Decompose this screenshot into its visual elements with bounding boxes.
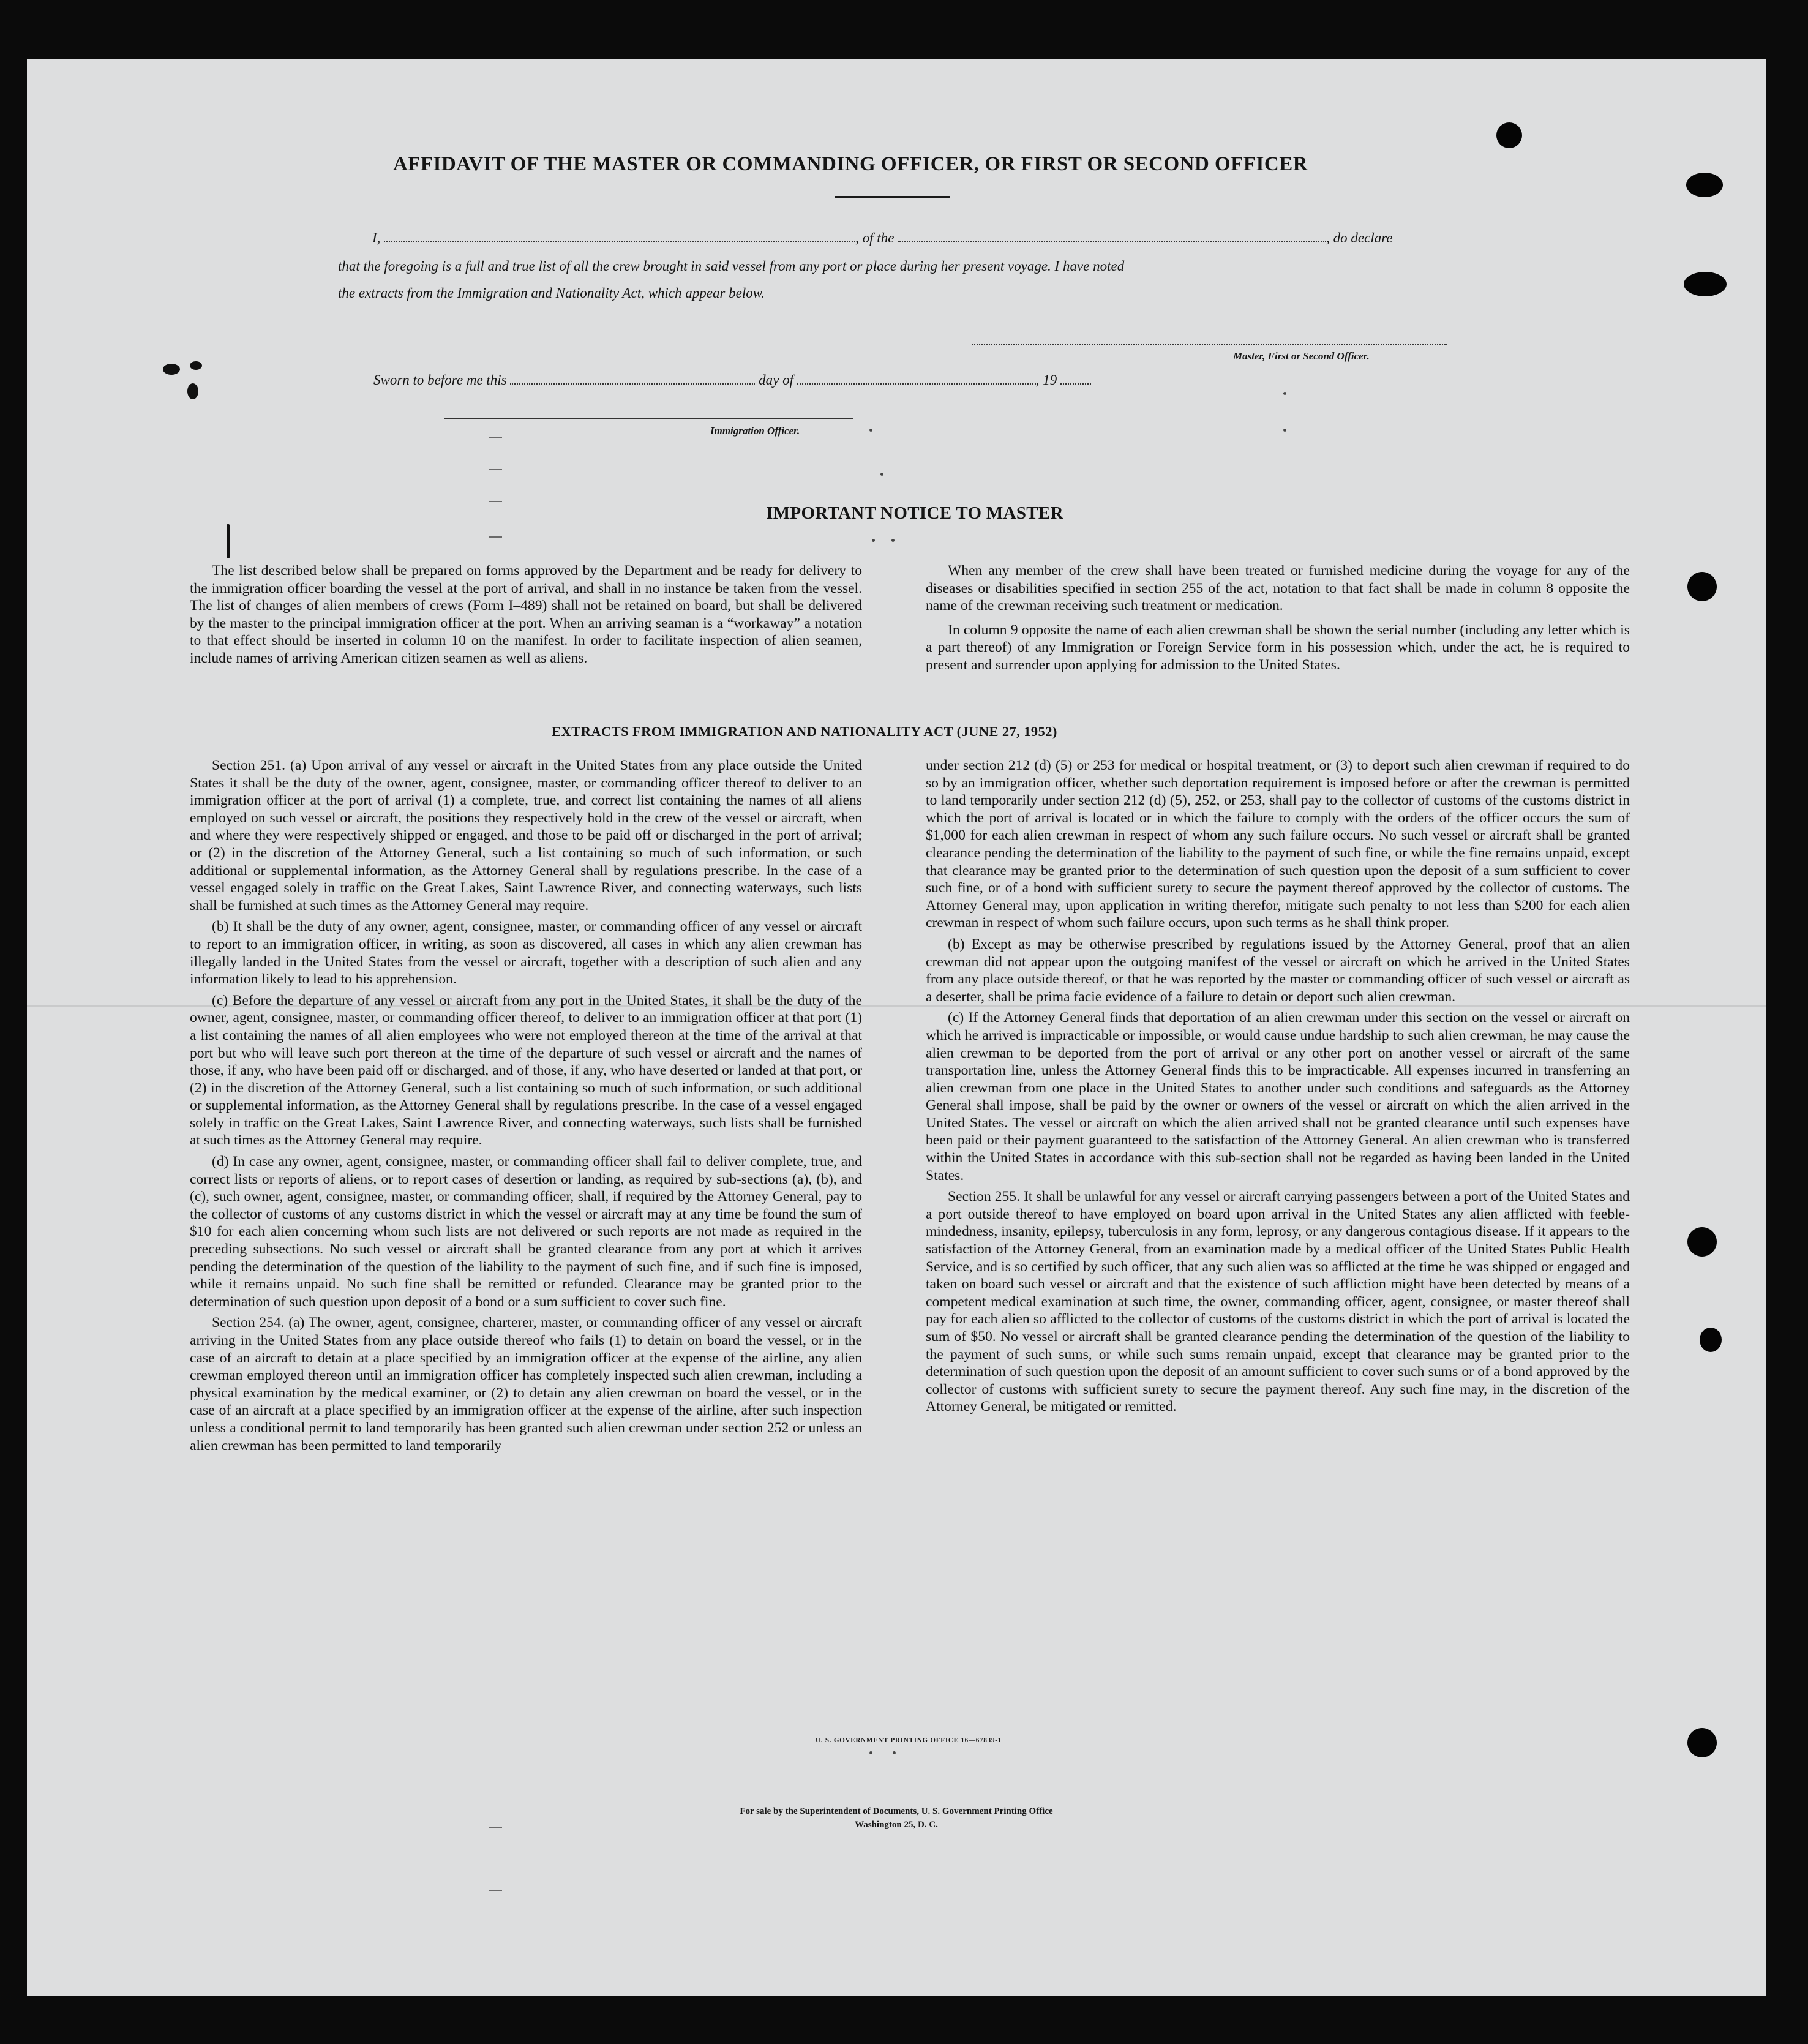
notice-left-paragraph: The list described below shall be prepared on forms approved by the Department and be ready for delivery to the immigration officer boarding the vessel at the port of arrival, and shall in no instance be taken from the vessel. The list of changes of alien members of crews (Form I–489) shall not be retained on board, but shall be delivered by the master to the principal immigration officer at the port. When an arriving seaman is a “workaway” a notation to that effect should be inserted in column 10 on the manifest. In order to facilitate inspection of alien seamen, include names of arriving American citizen seamen as well as aliens.	[190, 563, 862, 666]
margin-tick	[489, 536, 502, 538]
sworn-month-field[interactable]	[797, 375, 1036, 385]
punch-hole	[1684, 272, 1727, 296]
punch-hole	[1686, 173, 1723, 197]
declarant-name-field[interactable]	[384, 233, 855, 242]
notice-right-column	[926, 562, 1630, 674]
extract-paragraph: (c) Before the departure of any vessel or aircraft from any port in the United States, it shall be the duty of the owner, agent, consignee, master, or commanding officer thereof, to deliver to an immigration officer at that port (1) a list containing the names of all alien employees who were not employed thereon at the time of the arrival at that port but who will leave such port thereon at the time of the departure of such vessel or aircraft and the names of those, if any, who have been paid off or discharged, and of those, if any, who have deserted or landed at that port, or (2) in the discretion of the Attorney General, such a list containing so much of such information, or such additional or supplemental information, as the Attorney General shall by regulations prescribe. In the case of a vessel engaged solely in traffic on the Great Lakes, Saint Lawrence River, and connecting waterways, such lists shall be furnished at such times as the Attorney General may require.	[190, 992, 862, 1149]
master-signature-label: Master, First or Second Officer.	[1233, 350, 1370, 362]
notice-right-paragraph-1: When any member of the crew shall have been treated or furnished medicine during the voyage for any of the diseases or disabilities specified in section 255 of the act, notation to that fact shall be made in column 8 opposite the name of the crewman receiving such treatment or medication.	[926, 563, 1630, 614]
speck	[872, 539, 875, 542]
declarant-prefix: I,	[372, 230, 381, 246]
of-the-label: , of the	[855, 230, 895, 246]
punch-hole	[1687, 572, 1717, 601]
speck	[891, 539, 895, 542]
ink-smudge	[163, 364, 180, 375]
margin-tick	[489, 469, 502, 470]
speck	[1283, 392, 1286, 395]
immigration-officer-signature-line[interactable]	[444, 418, 853, 419]
extract-paragraph: (b) Except as may be otherwise prescribed by regulations issued by the Attorney General, proof that an alien crewman did not appear upon the outgoing manifest of the vessel or aircraft on which he arrived in the United States from any place outside thereof, or that he was reported by the master or commanding officer of such vessel or aircraft as a deserter, shall be prima facie evidence of a failure to detain or deport such alien crewman.	[926, 936, 1630, 1005]
sworn-prefix: Sworn to before me this	[373, 372, 507, 388]
margin-tick	[489, 501, 502, 502]
sworn-year-field[interactable]	[1060, 375, 1091, 385]
punch-hole	[1687, 1227, 1717, 1257]
punch-hole	[1700, 1328, 1722, 1352]
ink-smudge	[190, 361, 202, 370]
extract-paragraph: Section 255. It shall be unlawful for any vessel or aircraft carrying passengers between a port of the United States and a port outside thereof to have employed on board upon arrival in the United States any alien afflicted with feeble-mindedness, insanity, epilepsy, tuberculosis in any form, leprosy, or any dangerous contagious disease. If it appears to the satisfaction of the Attorney General, from an examination made by a medical officer of the United States Public Health Service, and is so certified by such officer, that any such alien was so afflicted at the time he was shipped or engaged and taken on board such vessel or aircraft and that the existence of such affliction might have been detected by means of a competent medical examination at such time, the owner, commanding officer, agent, consignee, or master thereof shall pay for each alien so afflicted to the collector of customs of the customs district in which the port of arrival is located the sum of $50. No vessel or aircraft shall be granted clearance pending the determination of the question of the liability to the payment of such sums, or while such sums remain unpaid, except that clearance may be granted prior to the determination of such question upon the deposit of an amount sufficient to cover such sums or of a bond approved by the collector of customs with sufficient surety to secure the payment thereof. Any such fine may, in the discretion of the Attorney General, be mitigated or remitted.	[926, 1189, 1630, 1415]
do-declare-label: , do declare	[1326, 230, 1393, 246]
notice-left-column	[190, 562, 862, 667]
title-rule	[835, 196, 950, 198]
punch-hole	[1687, 1728, 1717, 1757]
speck	[1283, 429, 1286, 432]
extract-paragraph: under section 212 (d) (5) or 253 for medical or hospital treatment, or (3) to deport such alien crewman if required to do so by an immigration officer, whether such deportation requirement is imposed before or after the crewman is permitted to land temporarily under section 212 (d) (5), 252, or 253, shall pay to the collector of customs of the customs district in which the port of arrival is located or in which the failure to comply with the orders of the officer occurs the sum of $1,000 for each alien crewman in respect of whom any such failure occurs. No such vessel or aircraft shall be granted clearance pending the determination of the liability to the payment of such fine, or while the fine remains unpaid, except that clearance may be granted prior to the determination of such question upon the deposit of a sum sufficient to cover such fine, or of a bond with sufficient surety to secure the payment thereof approved by the collector of customs. The Attorney General may, upon application in writing therefor, mitigate such penalty to not less than $200 for each alien crewman in respect of whom such failure occurs, upon such terms as he shall think proper.	[926, 757, 1630, 931]
extracts-left-column	[190, 757, 862, 1454]
margin-tick	[489, 1827, 502, 1828]
declaration-text-line-3: the extracts from the Immigration and Nationality Act, which appear below.	[338, 285, 765, 301]
punch-hole	[1496, 122, 1522, 148]
extract-paragraph: (d) In case any owner, agent, consignee, master, or commanding officer shall fail to deliver complete, true, and correct lists or reports of aliens, or to report cases of desertion or landing, as required by sub-sections (a), (b), and (c), such owner, agent, consignee, master, or commanding officer, shall, if required by the Attorney General, pay to the collector of customs of any customs district in which the vessel or aircraft may at any time be found the sum of $10 for each alien concerning whom such lists are not delivered or such reports are not made as required in the preceding subsections. No such vessel or aircraft shall be granted clearance from any port at which it arrives pending the determination of the question of the liability to the payment of such fine, and if such fine is imposed, while it remains unpaid. No such fine shall be remitted or refunded. Clearance may be granted prior to the determination of such question upon deposit of a bond or a sum sufficient to cover such fine.	[190, 1154, 862, 1310]
extract-paragraph: (b) It shall be the duty of any owner, agent, consignee, master, or commanding officer of any vessel or aircraft to report to an immigration officer, in writing, as soon as discovered, all cases in which any alien crewman has illegally landed in the United States from the vessel or aircraft, together with a description of such alien and any information likely to lead to his apprehension.	[190, 919, 862, 988]
declaration-line	[372, 230, 1393, 246]
declaration-text-line-2: that the foregoing is a full and true list of all the crew brought in said vessel from any port or place during her present voyage. I have noted	[338, 258, 1125, 274]
printing-office-imprint: U. S. GOVERNMENT PRINTING OFFICE 16—67839-1	[815, 1737, 1002, 1744]
ink-smudge	[187, 383, 198, 399]
ink-smudge	[227, 524, 230, 558]
immigration-officer-label: Immigration Officer.	[710, 425, 800, 437]
notice-title: IMPORTANT NOTICE TO MASTER	[766, 503, 1063, 523]
extracts-title: EXTRACTS FROM IMMIGRATION AND NATIONALITY ACT (JUNE 27, 1952)	[552, 724, 1057, 739]
affidavit-title: AFFIDAVIT OF THE MASTER OR COMMANDING OFFICER, OR FIRST OR SECOND OFFICER	[392, 153, 1308, 175]
extract-paragraph: Section 251. (a) Upon arrival of any vessel or aircraft in the United States from any place outside the United States it shall be the duty of the owner, agent, consignee, master, or commanding officer thereof to deliver to an immigration officer at the port of arrival (1) a complete, true, and correct list containing the names of all aliens employed on such vessel or aircraft, the positions they respectively hold in the crew of the vessel or aircraft, when and where they were respectively shipped or engaged, and those to be paid off or discharged in the port of arrival; or (2) in the discretion of the Attorney General, such a list containing so much of such information, or such additional or supplemental information, as the Attorney General shall by regulations prescribe. In the case of a vessel engaged solely in traffic on the Great Lakes, Saint Lawrence River, and connecting waterways, such lists shall be furnished at such times as the Attorney General may require.	[190, 757, 862, 914]
sworn-line	[373, 372, 1091, 388]
speck	[880, 473, 883, 476]
sworn-day-field[interactable]	[510, 375, 755, 385]
notice-right-paragraph-2: In column 9 opposite the name of each alien crewman shall be shown the serial number (including any letter which is a part thereof) of any Immigration or Foreign Service form in his possession which, under the act, he is required to present and surrender upon applying for admission to the United States.	[926, 622, 1630, 673]
day-of-label: day of	[759, 372, 793, 388]
margin-tick	[489, 437, 502, 438]
master-signature-line[interactable]	[972, 344, 1447, 345]
margin-tick	[489, 1890, 502, 1891]
speck	[869, 429, 872, 432]
form-page	[27, 59, 1766, 1996]
extracts-right-column	[926, 757, 1630, 1416]
vessel-name-field[interactable]	[898, 233, 1326, 242]
sale-notice-line-1: For sale by the Superintendent of Documents, U. S. Government Printing Office	[740, 1806, 1053, 1816]
speck	[869, 1751, 872, 1754]
extract-paragraph: Section 254. (a) The owner, agent, consignee, charterer, master, or commanding officer of any vessel or aircraft arriving in the United States from any place outside thereof who fails (1) to detain on board the vessel, or in the case of an aircraft to detain at a place specified by an immigration officer at the expense of the airline, any alien crewman employed thereon until an immigration officer has completely inspected such alien crewman, including a physical examination by the medical examiner, or (2) to detain any alien crewman on board the vessel, or in the case of an aircraft at a place specified by an immigration officer at the expense of the airline, after such inspection unless a conditional permit to land temporarily has been granted such alien crewman under section 252 or unless an alien crewman has been permitted to land temporarily	[190, 1315, 862, 1454]
sale-notice-line-2: Washington 25, D. C.	[855, 1820, 938, 1830]
year-prefix: , 19	[1035, 372, 1057, 388]
extract-paragraph: (c) If the Attorney General finds that deportation of an alien crewman under this section on the vessel or aircraft on which he arrived is impracticable or impossible, or would cause undue hardship to such alien crewman, he may cause the alien crewman to be deported from the port of arrival or any other port on another vessel or aircraft of the same transportation line, unless the Attorney General finds this to be impracticable. All expenses incurred in transferring an alien crewman from one place in the United States to another under such conditions and safeguards as the Attorney General shall impose, shall be paid by the owner or owners of the vessel or aircraft on which the alien arrived in the United States. The vessel or aircraft on which the alien arrived shall not be granted clearance until such expenses have been paid or their payment guaranteed to the satisfaction of the Attorney General. An alien crewman who is transferred within the United States in accordance with this sub-section shall not be regarded as having been landed in the United States.	[926, 1010, 1630, 1184]
speck	[893, 1751, 896, 1754]
